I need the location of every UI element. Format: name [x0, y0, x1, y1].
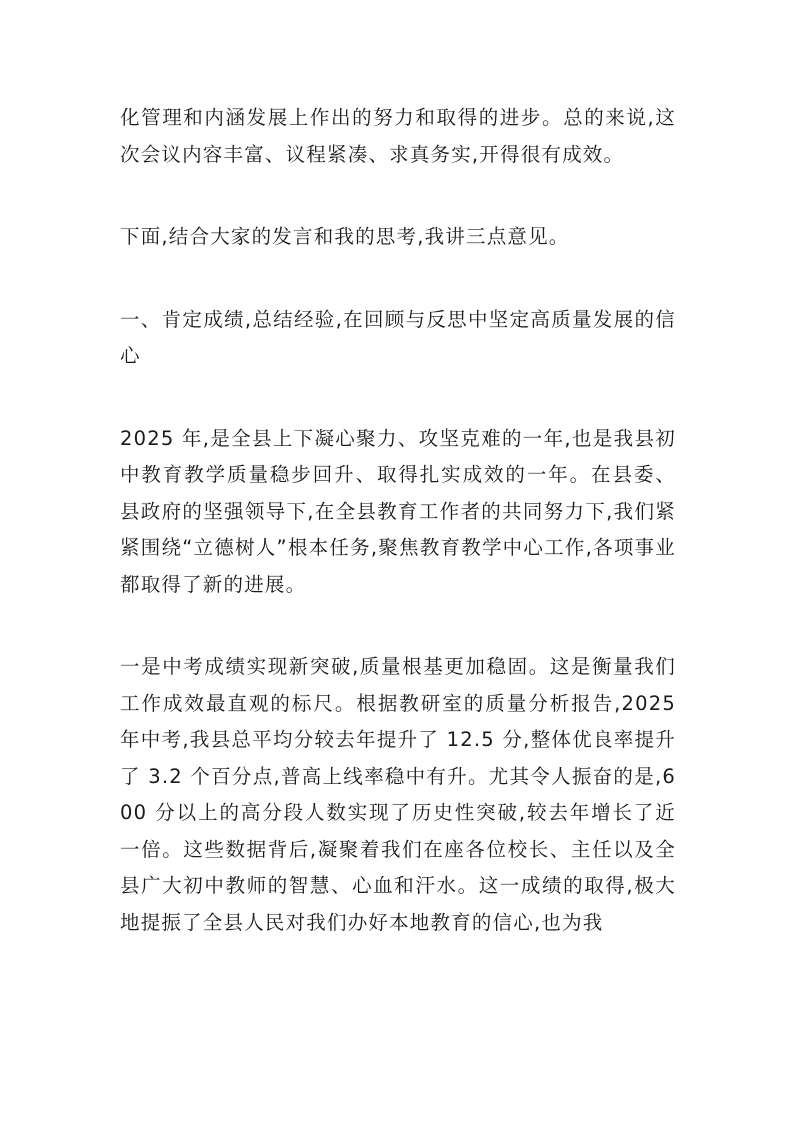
- document-body: [120, 100, 676, 987]
- paragraph-2025-overview: 2025 年,是全县上下凝心聚力、攻坚克难的一年,也是我县初中教育教学质量稳步回升、取得扎实成效的一年。在县委、县政府的坚强领导下,在全县教育工作者的共同努力下,我们紧紧围绕“立德树人”根本任务,聚焦教育教学中心工作,各项事业都取得了新的进展。: [120, 426, 676, 596]
- paragraph-three-points-intro: 下面,结合大家的发言和我的思考,我讲三点意见。: [120, 225, 570, 248]
- paragraph-exam-results: 一是中考成绩实现新突破,质量根基更加稳固。这是衡量我们工作成效最直观的标尺。根据教研室的质量分析报告,2025 年中考,我县总平均分较去年提升了 12.5 分,整体优良率提升了 3.2 个百分点,普高上线率稳中有升。尤其令人振奋的是,600 分以上的高分段人数实现了历史性突破,较去年增长了近一倍。这些数据背后,凝聚着我们在座各位校长、主任以及全县广大初中教师的智慧、心血和汗水。这一成绩的取得,极大地提振了全县人民对我们办好本地教育的信心,也为我: [120, 655, 676, 934]
- section-heading-one: 一、肯定成绩,总结经验,在回顾与反思中坚定高质量发展的信心: [120, 307, 676, 367]
- paragraph-meeting-summary: 化管理和内涵发展上作出的努力和取得的进步。总的来说,这次会议内容丰富、议程紧凑、求真务实,开得很有成效。: [120, 106, 676, 166]
